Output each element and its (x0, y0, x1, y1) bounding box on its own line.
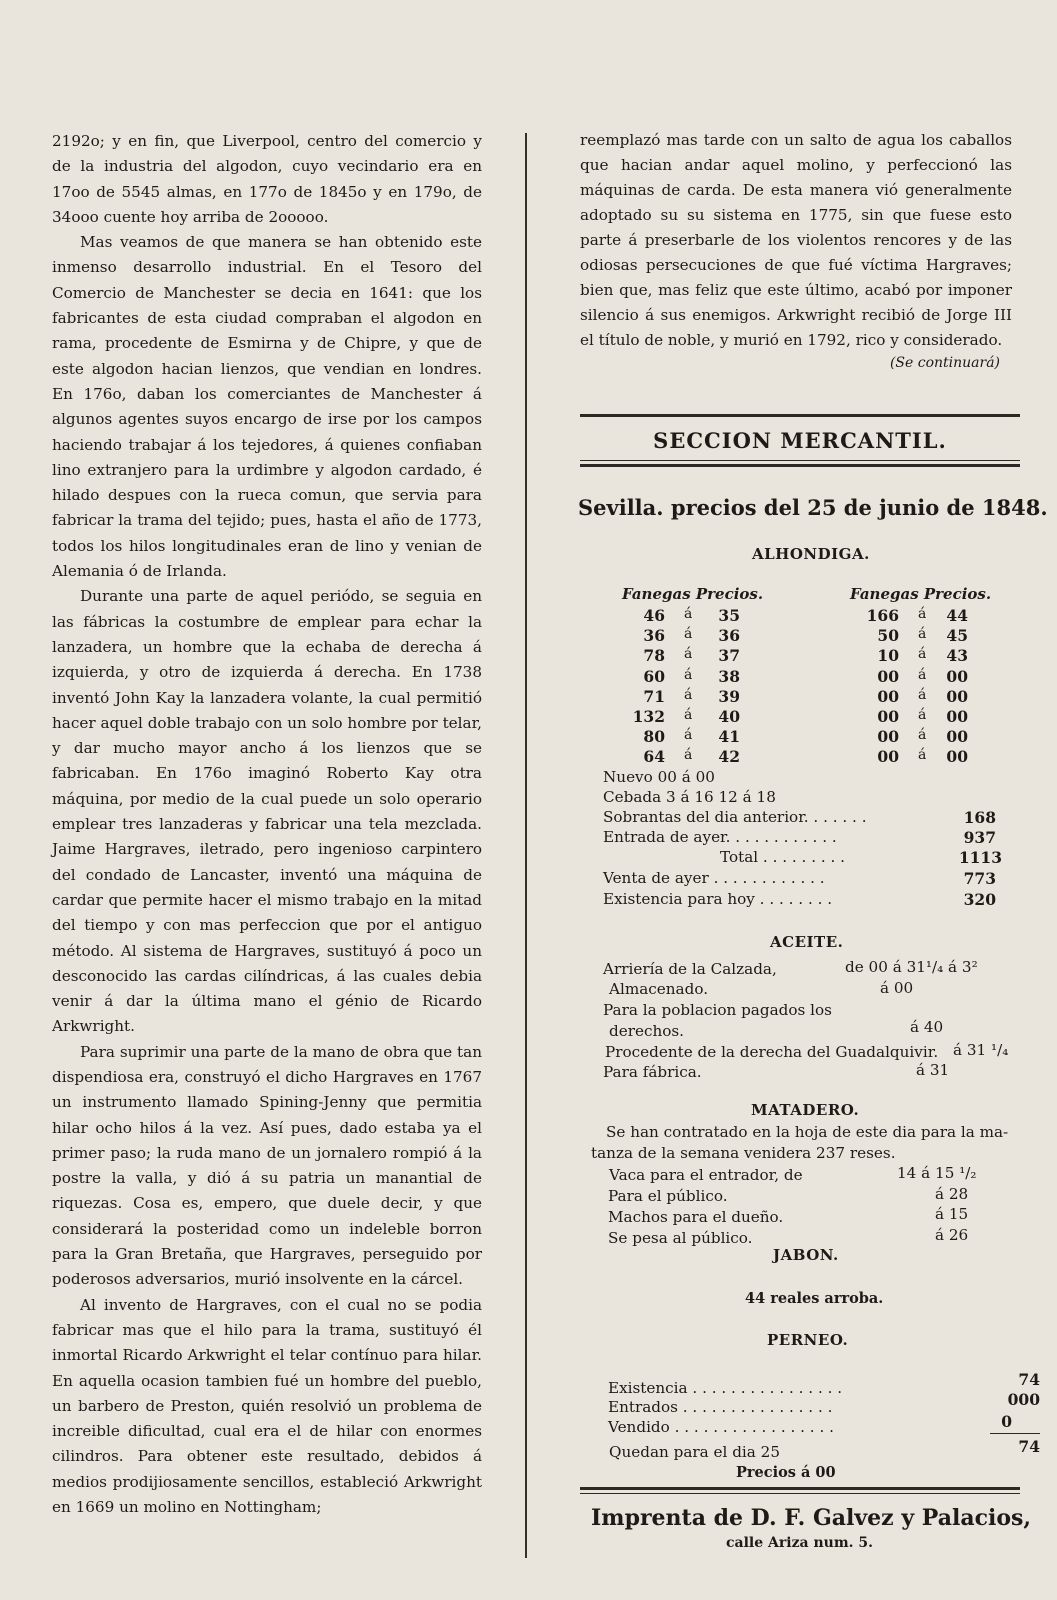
totals-row-value: 1113 (958, 848, 1002, 867)
fanegas-cell: 132 (632, 707, 665, 726)
totals-row-label: Total . . . . . . . . . (720, 848, 846, 866)
fanegas-cell: 64 (643, 747, 665, 767)
totals-row-label: Sobrantas del dia anterior. . . . . . . (603, 808, 867, 826)
matadero-row-value: á 15 (935, 1205, 969, 1223)
a-separator: á (684, 707, 693, 723)
aceite-row-value: á 31 ¹/₄ (953, 1041, 1009, 1059)
paragraph-4: Para suprimir una parte de la mano de obra que tan dispendiosa era, construyó el dicho Hargraves en 1767 un instrumento llamado Spining-Jenny que permitia hilar ocho hilos á la vez. Así pues, dado estaba ya el primer paso; la ruda mano de un jornalero rompió á la postre la valla, y dió á su patria un manantial de riquezas. Cosa es, empero, que duele decir, y que considerará la posteridad como un indeleble borron para la Gran Bretaña, que Hargraves, perseguido por poderosos adversarios, murió insolvente en la cárcel. (52, 1042, 482, 1289)
aceite-row-label: Para la poblacion pagados los (603, 1001, 832, 1019)
alhondiga-colheader-right: Fanegas Precios. (850, 585, 992, 603)
paragraph-3: Durante una parte de aquel periódo, se seguia en las fábricas la costumbre de emplear para echar la lanzadera, un hombre que la echaba de derecha á izquierda, y otro de izquierda á derecha. En 1738 inventó John Kay la lanzadera volante, la cual permitió hacer aquel doble trabajo con un solo hombre por telar, y dar mucho mayor ancho á los lienzos que se fabricaban. En 176o imaginó Roberto Kay otra máquina, por medio de la cual puede un solo operario emplear tres lanzaderas y fabricar una tela mezclada. Jaime Hargraves, iletrado, pero ingenioso carpintero del condado de Lancaster, inventó una máquina de cardar que permite hacer el mismo trabajo en la mitad del tiempo y con mas perfeccion que por el antiguo método. Al sistema de Hargraves, sustituyó á poco un desconocido las cardas cilíndricas, á las cuales debia venir á dar la última mano el génio de Ricardo Arkwright. (52, 587, 482, 1036)
footer-rule-thin (580, 1493, 1020, 1494)
perneo-row-label: Quedan para el dia 25 (609, 1443, 780, 1461)
jabon-price: 44 reales arroba. (745, 1290, 884, 1307)
market-subtitle: Sevilla. precios del 25 de junio de 1848. (578, 495, 1048, 520)
matadero-row-label: Vaca para el entrador, de (609, 1166, 803, 1184)
perneo-sum-line (990, 1433, 1040, 1434)
precio-cell: 39 (718, 686, 740, 706)
continuation-paragraph: reemplazó mas tarde con un salto de agua los caballos que hacian andar aquel molino, y perfeccionó las máquinas de carda. De esta manera vió generalmente adoptado su su sistema en 1775, sin que fuese esto parte á preserbarle de los violentos rencores y de las odiosas persecuciones de que fué víctima Hargraves; bien que, mas feliz que este último, acabó por imponer silencio á sus enemigos. Arkwright recibió de Jorge III el título de noble, y murió en 1792, rico y considerado. (580, 131, 1012, 349)
totals-row-value: 168 (963, 808, 996, 827)
matadero-intro-2: tanza de la semana venidera 237 reses. (591, 1144, 896, 1162)
a-separator: á (918, 686, 927, 703)
alhondiga-nuevo: Nuevo 00 á 00 (603, 768, 715, 786)
footer-rule-thick (580, 1487, 1020, 1490)
matadero-row-value: á 26 (935, 1226, 969, 1244)
precio-cell: 36 (718, 626, 740, 646)
aceite-heading: ACEITE. (770, 933, 844, 951)
a-separator: á (918, 747, 927, 764)
precio-cell: 00 (946, 707, 968, 726)
perneo-row-value: 000 (1007, 1390, 1040, 1409)
fanegas-cell: 166 (866, 606, 899, 625)
matadero-heading: MATADERO. (751, 1101, 860, 1119)
printer-address: calle Ariza num. 5. (726, 1535, 873, 1551)
fanegas-cell: 46 (643, 606, 665, 625)
section-title: SECCION MERCANTIL. (653, 428, 947, 453)
perneo-row-value: 74 (1018, 1437, 1040, 1456)
matadero-row-value: á 28 (935, 1185, 969, 1203)
fanegas-cell: 50 (877, 626, 899, 646)
fanegas-cell: 10 (877, 646, 899, 666)
aceite-row-label: Procedente de la derecha del Guadalquivir. (605, 1043, 939, 1061)
matadero-row-label: Machos para el dueño. (608, 1208, 784, 1226)
fanegas-cell: 80 (643, 727, 665, 747)
matadero-intro-1: Se han contratado en la hoja de este dia para la ma- (606, 1123, 1009, 1141)
aceite-row-label: Almacenado. (609, 980, 709, 998)
fanegas-cell: 71 (643, 686, 665, 706)
aceite-row-value: de 00 á 31¹/₄ á 3² (845, 958, 978, 976)
a-separator: á (918, 707, 927, 723)
a-separator: á (684, 626, 693, 643)
paragraph-2: Mas veamos de que manera se han obtenido este inmenso desarrollo industrial. En el Tesoro del Comercio de Manchester se decia en 1641: que los fabricantes de esta ciudad compraban el algodon en rama, procedente de Esmirna y de Chipre, y que de este algodon hacian lienzos, que vendian en londres. En 176o, daban los comerciantes de Manchester á algunos agentes suyos encargo de irse por los campos haciendo trabajar á los tejedores, á quienes confiaban lino extranjero para la urdimbre y algodon cardado, é hilado despues con la rueca comun, que servia para fabricar la trama del tejido; pues, hasta el año de 1773, todos los hilos longitudinales eran de lino y venian de Alemania ó de Irlanda. (52, 233, 482, 581)
a-separator: á (918, 606, 927, 622)
fanegas-cell: 36 (643, 626, 665, 646)
precio-cell: 37 (718, 646, 740, 666)
matadero-row-label: Para el público. (608, 1187, 728, 1205)
section-rule-thin (580, 460, 1020, 461)
right-column-text (580, 128, 1012, 373)
precio-cell: 43 (946, 646, 968, 666)
precio-cell: 00 (946, 747, 968, 767)
fanegas-cell: 78 (643, 646, 665, 666)
a-separator: á (918, 646, 927, 663)
fanegas-cell: 00 (877, 707, 899, 726)
aceite-row-value: á 31 (916, 1061, 950, 1079)
fanegas-cell: 60 (643, 666, 665, 686)
precio-cell: 00 (946, 727, 968, 747)
jabon-heading: JABON. (773, 1246, 839, 1264)
precio-cell: 00 (946, 686, 968, 706)
precio-cell: 45 (946, 626, 968, 646)
totals-row-value: 320 (963, 890, 996, 909)
perneo-row-label: Entrados . . . . . . . . . . . . . . . . (608, 1398, 833, 1416)
matadero-row-label: Se pesa al público. (608, 1229, 753, 1247)
totals-row-value: 773 (963, 869, 996, 888)
perneo-heading: PERNEO. (767, 1331, 849, 1349)
left-column-text (52, 129, 482, 1520)
fanegas-cell: 00 (877, 686, 899, 706)
alhondiga-colheader-left: Fanegas Precios. (622, 585, 764, 603)
fanegas-cell: 00 (877, 727, 899, 747)
a-separator: á (684, 606, 693, 622)
precio-cell: 41 (718, 727, 740, 747)
section-rule-thick (580, 464, 1020, 467)
a-separator: á (684, 747, 693, 764)
a-separator: á (918, 626, 927, 643)
precio-cell: 42 (718, 747, 740, 767)
a-separator: á (918, 666, 927, 683)
aceite-row-value: á 40 (910, 1018, 944, 1036)
totals-row-label: Entrada de ayer. . . . . . . . . . . . (603, 828, 837, 846)
a-separator: á (684, 727, 693, 744)
alhondiga-cebada: Cebada 3 á 16 12 á 18 (603, 788, 776, 806)
fanegas-cell: 00 (877, 666, 899, 686)
a-separator: á (684, 666, 693, 683)
totals-row-value: 937 (963, 828, 996, 847)
alhondiga-heading: ALHONDIGA. (752, 545, 870, 563)
precio-cell: 35 (718, 606, 740, 625)
a-separator: á (684, 686, 693, 703)
column-divider (525, 133, 527, 1558)
totals-row-label: Venta de ayer . . . . . . . . . . . . (603, 869, 825, 887)
perneo-row-value: 0 (1001, 1412, 1012, 1431)
perneo-row-label: Vendido . . . . . . . . . . . . . . . . . (608, 1418, 834, 1436)
paragraph-1: 2192o; y en fin, que Liverpool, centro del comercio y de la industria del algodon, cuyo vecindario era en 17oo de 5545 almas, en 177o de 1845o y en 179o, de 34ooo cuente hoy arriba de 2ooooo. (52, 132, 482, 226)
a-separator: á (684, 646, 693, 663)
perneo-row-value: 74 (1018, 1370, 1040, 1389)
continuara-note: (Se continuará) (889, 355, 1000, 371)
precio-cell: 44 (946, 606, 968, 625)
precio-cell: 38 (718, 666, 740, 686)
matadero-row-value: 14 á 15 ¹/₂ (897, 1164, 977, 1182)
perneo-precios: Precios á 00 (736, 1464, 836, 1481)
section-top-rule (580, 414, 1020, 417)
precio-cell: 00 (946, 666, 968, 686)
totals-row-label: Existencia para hoy . . . . . . . . (603, 890, 833, 908)
printer-name: Imprenta de D. F. Galvez y Palacios, (591, 1505, 1032, 1531)
fanegas-cell: 00 (877, 747, 899, 767)
aceite-row-label: Para fábrica. (603, 1063, 702, 1081)
perneo-row-label: Existencia . . . . . . . . . . . . . . . . (608, 1379, 843, 1397)
aceite-row-label: derechos. (609, 1022, 685, 1040)
paragraph-5: Al invento de Hargraves, con el cual no se podia fabricar mas que el hilo para la trama, sustituyó él inmortal Ricardo Arkwright el telar contínuo para hilar. En aquella ocasion tambien fué un hombre del pueblo, un barbero de Preston, quién resolvió un problema de increible dificultad, cual era el de hilar con enormes cilindros. Para obtener este resultado, debidos á medios prodijiosamente sencillos, estableció Arkwright en 1669 un molino en Nottingham; (52, 1295, 482, 1517)
aceite-row-value: á 00 (880, 979, 914, 997)
a-separator: á (918, 727, 927, 744)
precio-cell: 40 (718, 707, 740, 726)
aceite-row-label: Arriería de la Calzada, (603, 960, 777, 978)
